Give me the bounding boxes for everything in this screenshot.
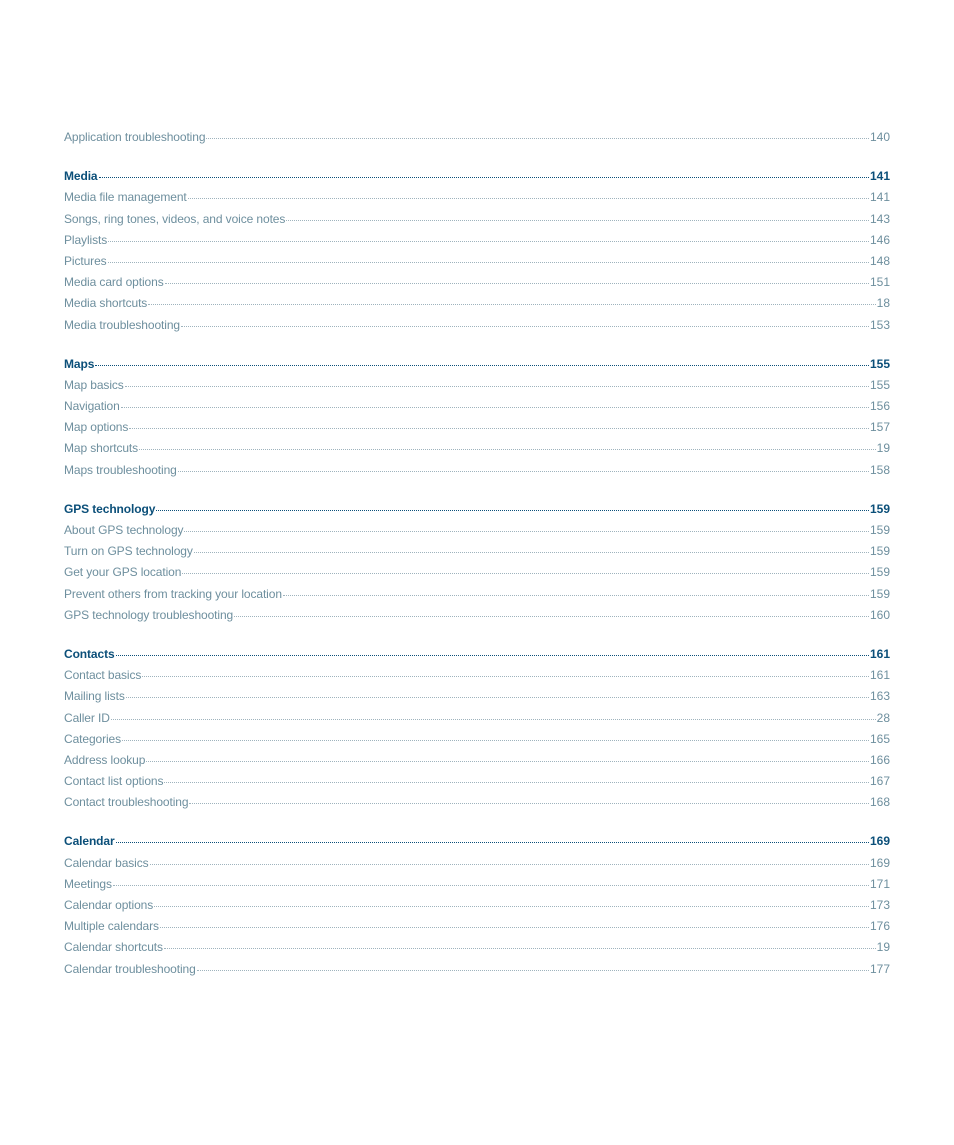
page-number: 146 [869, 232, 890, 247]
page-number: 169 [869, 834, 890, 849]
entry-title: Meetings [64, 876, 112, 891]
entry-title: Multiple calendars [64, 919, 159, 934]
page-number: 159 [869, 544, 890, 559]
page-number: 159 [869, 565, 890, 580]
dot-leader [108, 262, 869, 263]
dot-leader [283, 595, 869, 596]
toc-entry[interactable] [64, 441, 890, 462]
dot-leader [108, 241, 869, 242]
entry-title: Address lookup [64, 752, 146, 767]
page-number: 169 [869, 855, 890, 870]
page-number: 18 [876, 296, 890, 311]
page-number: 141 [869, 169, 890, 184]
page-number: 151 [869, 275, 890, 290]
toc-entry[interactable] [64, 190, 890, 211]
entry-title: Media file management [64, 190, 187, 205]
section-title: Maps [64, 356, 95, 371]
dot-leader [146, 761, 869, 762]
toc-entry[interactable] [64, 856, 890, 877]
entry-title: Calendar options [64, 898, 154, 912]
dot-leader [178, 471, 869, 472]
entry-title: Mailing lists [64, 689, 125, 704]
entry-title: Contact basics [64, 668, 142, 683]
dot-leader [122, 740, 869, 741]
entry-title: Media troubleshooting [64, 317, 180, 332]
page-number: 165 [869, 731, 890, 746]
page-number: 28 [876, 710, 890, 725]
toc-entry[interactable] [64, 711, 890, 732]
dot-leader [111, 719, 876, 720]
page-number: 166 [869, 752, 890, 767]
toc-entry[interactable] [64, 962, 890, 983]
toc-entry[interactable] [64, 919, 890, 940]
toc-entry[interactable] [64, 877, 890, 898]
entry-title: Playlists [64, 232, 108, 247]
entry-title: Media card options [64, 275, 164, 290]
entry-title: Calendar shortcuts [64, 940, 163, 955]
dot-leader [139, 449, 876, 450]
section-gap [64, 339, 890, 357]
dot-leader [160, 927, 869, 928]
dot-leader [125, 386, 869, 387]
toc-entry[interactable] [64, 753, 890, 774]
dot-leader [148, 304, 875, 305]
toc-entry[interactable] [64, 795, 890, 816]
toc-entry[interactable] [64, 420, 890, 441]
section-gap [64, 484, 890, 502]
dot-leader [142, 676, 869, 677]
page-number: 157 [869, 420, 890, 435]
page-number: 176 [869, 919, 890, 934]
toc-entry[interactable] [64, 212, 890, 233]
toc-entry[interactable] [64, 608, 890, 629]
dot-leader [286, 220, 869, 221]
page-number: 19 [876, 940, 890, 955]
toc-entry[interactable] [64, 378, 890, 399]
page-number: 158 [869, 462, 890, 477]
dot-leader [129, 428, 869, 429]
page-number: 168 [869, 795, 890, 810]
dot-leader [113, 885, 869, 886]
section-gap [64, 816, 890, 834]
page-number: 173 [869, 898, 890, 912]
toc-entry[interactable] [64, 774, 890, 795]
dot-leader [154, 906, 869, 907]
page-number: 19 [876, 441, 890, 456]
page-number: 141 [869, 190, 890, 205]
dot-leader [165, 283, 869, 284]
dot-leader [116, 655, 869, 656]
entry-title: Calendar basics [64, 855, 149, 870]
toc-section-heading[interactable] [64, 647, 890, 668]
entry-title: Categories [64, 731, 122, 746]
entry-title: Calendar troubleshooting [64, 961, 196, 976]
toc-entry[interactable] [64, 523, 890, 544]
toc-entry[interactable] [64, 898, 890, 919]
toc-entry[interactable] [64, 565, 890, 586]
page-number: 159 [869, 586, 890, 601]
section-title: Contacts [64, 646, 115, 661]
toc-entry[interactable] [64, 233, 890, 254]
toc-section-heading[interactable] [64, 502, 890, 523]
dot-leader [121, 407, 869, 408]
page-number: 161 [869, 668, 890, 683]
entry-title: Caller ID [64, 710, 110, 725]
dot-leader [197, 970, 869, 971]
toc-entry[interactable] [64, 254, 890, 275]
toc-entry[interactable] [64, 940, 890, 961]
dot-leader [150, 864, 869, 865]
entry-title: Map basics [64, 377, 124, 392]
entry-title: GPS technology troubleshooting [64, 607, 234, 622]
page-number: 167 [869, 774, 890, 789]
toc-section-heading[interactable] [64, 357, 890, 378]
dot-leader [95, 365, 869, 366]
entry-title: Turn on GPS technology [64, 544, 193, 559]
toc-entry[interactable] [64, 318, 890, 339]
page-number: 156 [869, 399, 890, 414]
toc-section-heading[interactable] [64, 169, 890, 190]
page-number: 161 [869, 646, 890, 661]
dot-leader [164, 782, 869, 783]
page-number: 177 [869, 961, 890, 976]
toc-entry[interactable] [64, 296, 890, 317]
table-of-contents [64, 130, 890, 983]
entry-title: Songs, ring tones, videos, and voice notes [64, 211, 286, 226]
page-number: 148 [869, 253, 890, 268]
page-number: 143 [869, 211, 890, 226]
toc-entry[interactable] [64, 275, 890, 296]
dot-leader [182, 573, 869, 574]
page-number: 160 [869, 607, 890, 622]
toc-entry[interactable] [64, 587, 890, 608]
entry-title: Navigation [64, 399, 120, 414]
page-number: 171 [869, 876, 890, 891]
toc-entry[interactable] [64, 399, 890, 420]
entry-title: About GPS technology [64, 523, 184, 537]
entry-title: Media shortcuts [64, 296, 148, 311]
dot-leader [99, 177, 869, 178]
entry-title: Get your GPS location [64, 565, 182, 580]
dot-leader [206, 138, 869, 139]
toc-entry[interactable] [64, 463, 890, 484]
section-title: Calendar [64, 834, 115, 849]
toc-entry[interactable] [64, 689, 890, 710]
entry-title: Maps troubleshooting [64, 462, 177, 477]
page-number: 159 [869, 523, 890, 537]
page-number: 140 [869, 130, 890, 144]
toc-section-heading[interactable] [64, 834, 890, 855]
page-number: 163 [869, 689, 890, 704]
dot-leader [164, 948, 876, 949]
entry-title: Contact list options [64, 774, 164, 789]
entry-title: Map shortcuts [64, 441, 139, 456]
entry-title: Application troubleshooting [64, 130, 206, 144]
dot-leader [126, 697, 869, 698]
toc-entry[interactable] [64, 130, 890, 151]
dot-leader [181, 326, 869, 327]
section-gap [64, 629, 890, 647]
entry-title: Map options [64, 420, 129, 435]
page-number: 159 [869, 501, 890, 516]
toc-entry[interactable] [64, 668, 890, 689]
section-gap [64, 151, 890, 169]
section-title: GPS technology [64, 501, 156, 516]
page-number: 153 [869, 317, 890, 332]
toc-entry[interactable] [64, 544, 890, 565]
dot-leader [194, 552, 869, 553]
dot-leader [189, 803, 869, 804]
dot-leader [156, 510, 869, 511]
dot-leader [188, 198, 869, 199]
dot-leader [184, 531, 869, 532]
entry-title: Contact troubleshooting [64, 795, 189, 810]
entry-title: Pictures [64, 253, 107, 268]
entry-title: Prevent others from tracking your location [64, 586, 282, 601]
page-number: 155 [869, 356, 890, 371]
section-title: Media [64, 169, 98, 184]
dot-leader [234, 616, 869, 617]
toc-entry[interactable] [64, 732, 890, 753]
dot-leader [116, 842, 869, 843]
page-number: 155 [869, 377, 890, 392]
